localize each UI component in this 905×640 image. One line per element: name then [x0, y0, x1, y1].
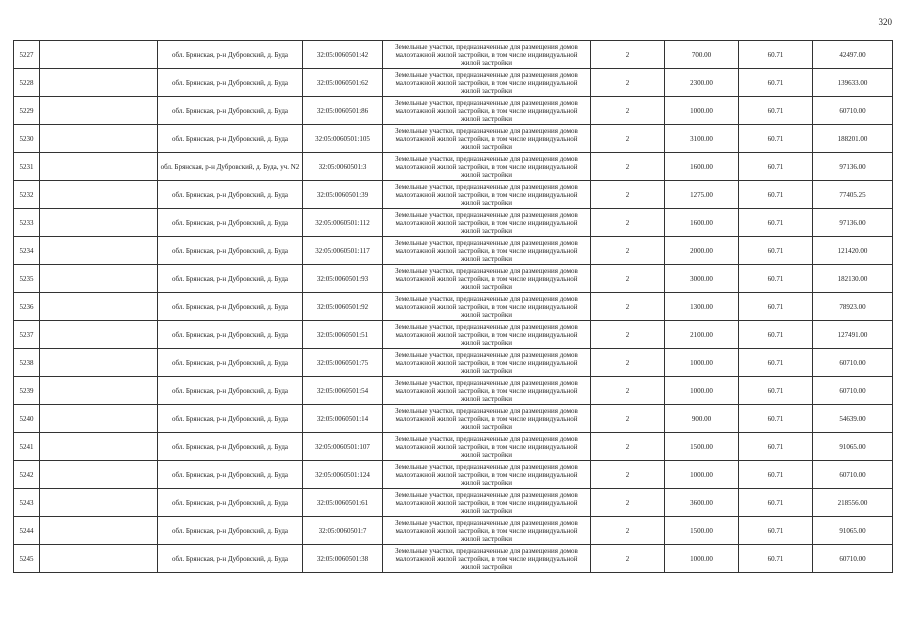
cell-area: 1300.00 [665, 293, 739, 321]
cell-cadastral-number: 32:05:0060501:38 [303, 545, 383, 573]
cell-number: 5233 [14, 209, 40, 237]
cell-land-use-purpose: Земельные участки, предназначенные для размещения домов малоэтажной жилой застройки, в том числе индивидуальной жилой застройки [383, 153, 591, 181]
land-registry-table [13, 40, 893, 573]
cell-number: 5231 [14, 153, 40, 181]
cell-category: 2 [591, 489, 665, 517]
cell-cadastral-number: 32:05:0060501:61 [303, 489, 383, 517]
table-row [14, 545, 893, 573]
table-row [14, 433, 893, 461]
cell-category: 2 [591, 517, 665, 545]
table-row [14, 237, 893, 265]
cell-empty [40, 433, 158, 461]
cell-address: обл. Брянская, р-н Дубровский, д. Буда [158, 517, 303, 545]
cell-address: обл. Брянская, р-н Дубровский, д. Буда [158, 97, 303, 125]
cell-empty [40, 209, 158, 237]
cell-cadastral-value: 77405.25 [813, 181, 893, 209]
cell-number: 5235 [14, 265, 40, 293]
cell-specific-value: 60.71 [739, 181, 813, 209]
cell-empty [40, 41, 158, 69]
cell-cadastral-number: 32:05:0060501:42 [303, 41, 383, 69]
cell-cadastral-number: 32:05:0060501:39 [303, 181, 383, 209]
cell-category: 2 [591, 321, 665, 349]
cell-number: 5230 [14, 125, 40, 153]
cell-empty [40, 461, 158, 489]
cell-number: 5242 [14, 461, 40, 489]
cell-cadastral-value: 60710.00 [813, 349, 893, 377]
cell-land-use-purpose: Земельные участки, предназначенные для размещения домов малоэтажной жилой застройки, в том числе индивидуальной жилой застройки [383, 377, 591, 405]
table-row [14, 265, 893, 293]
cell-empty [40, 321, 158, 349]
table-body [14, 41, 893, 573]
cell-specific-value: 60.71 [739, 545, 813, 573]
cell-address: обл. Брянская, р-н Дубровский, д. Буда [158, 125, 303, 153]
cell-cadastral-value: 91065.00 [813, 433, 893, 461]
cell-empty [40, 349, 158, 377]
cell-cadastral-number: 32:05:0060501:14 [303, 405, 383, 433]
cell-address: обл. Брянская, р-н Дубровский, д. Буда [158, 237, 303, 265]
cell-area: 700.00 [665, 41, 739, 69]
table-row [14, 125, 893, 153]
cell-cadastral-value: 97136.00 [813, 153, 893, 181]
table-row [14, 461, 893, 489]
cell-address: обл. Брянская, р-н Дубровский, д. Буда [158, 433, 303, 461]
cell-address: обл. Брянская, р-н Дубровский, д. Буда [158, 461, 303, 489]
cell-category: 2 [591, 209, 665, 237]
cell-specific-value: 60.71 [739, 489, 813, 517]
cell-address: обл. Брянская, р-н Дубровский, д. Буда [158, 321, 303, 349]
cell-empty [40, 293, 158, 321]
table-row [14, 69, 893, 97]
cell-land-use-purpose: Земельные участки, предназначенные для размещения домов малоэтажной жилой застройки, в том числе индивидуальной жилой застройки [383, 237, 591, 265]
cell-land-use-purpose: Земельные участки, предназначенные для размещения домов малоэтажной жилой застройки, в том числе индивидуальной жилой застройки [383, 69, 591, 97]
cell-cadastral-value: 54639.00 [813, 405, 893, 433]
cell-address: обл. Брянская, р-н Дубровский, д. Буда [158, 545, 303, 573]
table-row [14, 97, 893, 125]
cell-cadastral-value: 121420.00 [813, 237, 893, 265]
table-row [14, 377, 893, 405]
cell-specific-value: 60.71 [739, 349, 813, 377]
cell-area: 1000.00 [665, 461, 739, 489]
cell-cadastral-number: 32:05:0060501:7 [303, 517, 383, 545]
table-row [14, 153, 893, 181]
cell-area: 1500.00 [665, 517, 739, 545]
cell-land-use-purpose: Земельные участки, предназначенные для размещения домов малоэтажной жилой застройки, в том числе индивидуальной жилой застройки [383, 349, 591, 377]
cell-land-use-purpose: Земельные участки, предназначенные для размещения домов малоэтажной жилой застройки, в том числе индивидуальной жилой застройки [383, 489, 591, 517]
cell-cadastral-number: 32:05:0060501:105 [303, 125, 383, 153]
cell-category: 2 [591, 237, 665, 265]
cell-category: 2 [591, 293, 665, 321]
cell-area: 2000.00 [665, 237, 739, 265]
cell-number: 5245 [14, 545, 40, 573]
cell-cadastral-value: 60710.00 [813, 461, 893, 489]
cell-cadastral-number: 32:05:0060501:51 [303, 321, 383, 349]
cell-cadastral-value: 60710.00 [813, 97, 893, 125]
cell-address: обл. Брянская, р-н Дубровский, д. Буда [158, 69, 303, 97]
cell-address: обл. Брянская, р-н Дубровский, д. Буда [158, 265, 303, 293]
cell-cadastral-value: 91065.00 [813, 517, 893, 545]
cell-number: 5228 [14, 69, 40, 97]
cell-address: обл. Брянская, р-н Дубровский, д. Буда [158, 489, 303, 517]
cell-category: 2 [591, 41, 665, 69]
cell-cadastral-number: 32:05:0060501:107 [303, 433, 383, 461]
cell-address: обл. Брянская, р-н Дубровский, д. Буда [158, 293, 303, 321]
cell-area: 1600.00 [665, 153, 739, 181]
cell-area: 2100.00 [665, 321, 739, 349]
cell-area: 1000.00 [665, 377, 739, 405]
cell-cadastral-value: 97136.00 [813, 209, 893, 237]
cell-specific-value: 60.71 [739, 97, 813, 125]
cell-address: обл. Брянская, р-н Дубровский, д. Буда [158, 377, 303, 405]
page-number: 320 [878, 17, 892, 27]
cell-area: 1600.00 [665, 209, 739, 237]
cell-number: 5238 [14, 349, 40, 377]
cell-specific-value: 60.71 [739, 321, 813, 349]
cell-area: 1000.00 [665, 545, 739, 573]
cell-number: 5240 [14, 405, 40, 433]
cell-cadastral-number: 32:05:0060501:54 [303, 377, 383, 405]
cell-specific-value: 60.71 [739, 153, 813, 181]
table-row [14, 349, 893, 377]
cell-specific-value: 60.71 [739, 237, 813, 265]
cell-empty [40, 69, 158, 97]
cell-specific-value: 60.71 [739, 209, 813, 237]
cell-address: обл. Брянская, р-н Дубровский, д. Буда [158, 41, 303, 69]
cell-cadastral-number: 32:05:0060501:75 [303, 349, 383, 377]
cell-number: 5236 [14, 293, 40, 321]
cell-number: 5244 [14, 517, 40, 545]
cell-specific-value: 60.71 [739, 377, 813, 405]
cell-land-use-purpose: Земельные участки, предназначенные для размещения домов малоэтажной жилой застройки, в том числе индивидуальной жилой застройки [383, 293, 591, 321]
cell-number: 5227 [14, 41, 40, 69]
cell-land-use-purpose: Земельные участки, предназначенные для размещения домов малоэтажной жилой застройки, в том числе индивидуальной жилой застройки [383, 265, 591, 293]
cell-number: 5229 [14, 97, 40, 125]
cell-land-use-purpose: Земельные участки, предназначенные для размещения домов малоэтажной жилой застройки, в том числе индивидуальной жилой застройки [383, 41, 591, 69]
cell-address: обл. Брянская, р-н Дубровский, д. Буда [158, 405, 303, 433]
cell-address: обл. Брянская, р-н Дубровский, д. Буда [158, 349, 303, 377]
table-row [14, 293, 893, 321]
cell-category: 2 [591, 461, 665, 489]
cell-number: 5241 [14, 433, 40, 461]
cell-area: 1500.00 [665, 433, 739, 461]
cell-empty [40, 265, 158, 293]
cell-category: 2 [591, 97, 665, 125]
cell-area: 1000.00 [665, 349, 739, 377]
cell-land-use-purpose: Земельные участки, предназначенные для размещения домов малоэтажной жилой застройки, в том числе индивидуальной жилой застройки [383, 405, 591, 433]
cell-cadastral-number: 32:05:0060501:124 [303, 461, 383, 489]
table-row [14, 405, 893, 433]
cell-land-use-purpose: Земельные участки, предназначенные для размещения домов малоэтажной жилой застройки, в том числе индивидуальной жилой застройки [383, 125, 591, 153]
cell-address: обл. Брянская, р-н Дубровский, д. Буда [158, 181, 303, 209]
cell-empty [40, 237, 158, 265]
cell-cadastral-value: 60710.00 [813, 545, 893, 573]
cell-specific-value: 60.71 [739, 293, 813, 321]
cell-category: 2 [591, 349, 665, 377]
cell-cadastral-value: 218556.00 [813, 489, 893, 517]
cell-land-use-purpose: Земельные участки, предназначенные для размещения домов малоэтажной жилой застройки, в том числе индивидуальной жилой застройки [383, 545, 591, 573]
cell-cadastral-value: 42497.00 [813, 41, 893, 69]
cell-empty [40, 97, 158, 125]
cell-specific-value: 60.71 [739, 433, 813, 461]
cell-area: 3000.00 [665, 265, 739, 293]
cell-area: 1275.00 [665, 181, 739, 209]
cell-cadastral-number: 32:05:0060501:3 [303, 153, 383, 181]
cell-specific-value: 60.71 [739, 405, 813, 433]
cell-land-use-purpose: Земельные участки, предназначенные для размещения домов малоэтажной жилой застройки, в том числе индивидуальной жилой застройки [383, 461, 591, 489]
cell-category: 2 [591, 265, 665, 293]
table-row [14, 517, 893, 545]
cell-number: 5239 [14, 377, 40, 405]
cell-empty [40, 517, 158, 545]
cell-cadastral-value: 127491.00 [813, 321, 893, 349]
cell-area: 1000.00 [665, 97, 739, 125]
cell-specific-value: 60.71 [739, 69, 813, 97]
cell-category: 2 [591, 545, 665, 573]
cell-cadastral-value: 188201.00 [813, 125, 893, 153]
cell-number: 5243 [14, 489, 40, 517]
cell-empty [40, 181, 158, 209]
cell-cadastral-value: 139633.00 [813, 69, 893, 97]
cell-category: 2 [591, 125, 665, 153]
cell-number: 5237 [14, 321, 40, 349]
cell-cadastral-number: 32:05:0060501:93 [303, 265, 383, 293]
cell-cadastral-value: 78923.00 [813, 293, 893, 321]
cell-category: 2 [591, 181, 665, 209]
cell-specific-value: 60.71 [739, 461, 813, 489]
cell-address: обл. Брянская, р-н Дубровский, д. Буда, уч. N2 [158, 153, 303, 181]
cell-cadastral-number: 32:05:0060501:62 [303, 69, 383, 97]
cell-area: 3600.00 [665, 489, 739, 517]
cell-land-use-purpose: Земельные участки, предназначенные для размещения домов малоэтажной жилой застройки, в том числе индивидуальной жилой застройки [383, 321, 591, 349]
cell-empty [40, 489, 158, 517]
cell-cadastral-number: 32:05:0060501:92 [303, 293, 383, 321]
table-row [14, 209, 893, 237]
cell-number: 5232 [14, 181, 40, 209]
cell-cadastral-value: 182130.00 [813, 265, 893, 293]
cell-empty [40, 125, 158, 153]
cell-empty [40, 545, 158, 573]
cell-empty [40, 153, 158, 181]
cell-specific-value: 60.71 [739, 41, 813, 69]
cell-category: 2 [591, 153, 665, 181]
cell-specific-value: 60.71 [739, 265, 813, 293]
cell-category: 2 [591, 377, 665, 405]
table-row [14, 181, 893, 209]
table-row [14, 41, 893, 69]
cell-land-use-purpose: Земельные участки, предназначенные для размещения домов малоэтажной жилой застройки, в том числе индивидуальной жилой застройки [383, 97, 591, 125]
cell-area: 3100.00 [665, 125, 739, 153]
cell-land-use-purpose: Земельные участки, предназначенные для размещения домов малоэтажной жилой застройки, в том числе индивидуальной жилой застройки [383, 209, 591, 237]
cell-number: 5234 [14, 237, 40, 265]
cell-specific-value: 60.71 [739, 125, 813, 153]
cell-land-use-purpose: Земельные участки, предназначенные для размещения домов малоэтажной жилой застройки, в том числе индивидуальной жилой застройки [383, 181, 591, 209]
cell-area: 900.00 [665, 405, 739, 433]
table-row [14, 321, 893, 349]
cell-category: 2 [591, 433, 665, 461]
cell-address: обл. Брянская, р-н Дубровский, д. Буда [158, 209, 303, 237]
cell-cadastral-value: 60710.00 [813, 377, 893, 405]
cell-category: 2 [591, 69, 665, 97]
cell-specific-value: 60.71 [739, 517, 813, 545]
cell-area: 2300.00 [665, 69, 739, 97]
table-row [14, 489, 893, 517]
cell-land-use-purpose: Земельные участки, предназначенные для размещения домов малоэтажной жилой застройки, в том числе индивидуальной жилой застройки [383, 433, 591, 461]
cell-empty [40, 377, 158, 405]
cell-cadastral-number: 32:05:0060501:117 [303, 237, 383, 265]
cell-cadastral-number: 32:05:0060501:86 [303, 97, 383, 125]
cell-land-use-purpose: Земельные участки, предназначенные для размещения домов малоэтажной жилой застройки, в том числе индивидуальной жилой застройки [383, 517, 591, 545]
cell-cadastral-number: 32:05:0060501:112 [303, 209, 383, 237]
cell-category: 2 [591, 405, 665, 433]
cell-empty [40, 405, 158, 433]
